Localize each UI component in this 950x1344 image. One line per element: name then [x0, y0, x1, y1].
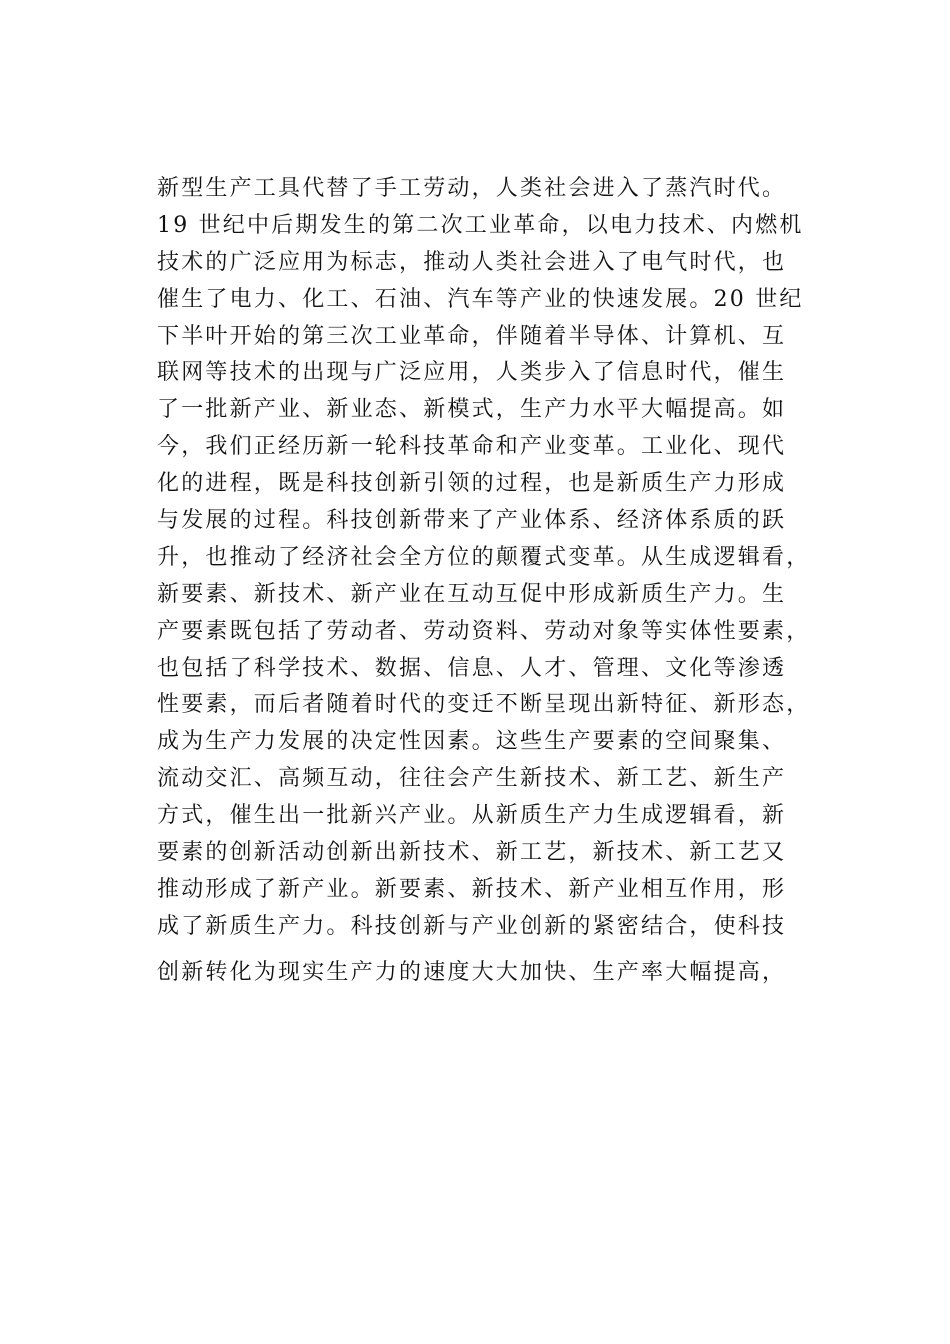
text-line: 与发展的过程。科技创新带来了产业体系、经济体系质的跃 — [157, 508, 787, 534]
text-line: 19 世纪中后期发生的第二次工业革命，以电力技术、内燃机 — [157, 212, 804, 238]
text-line: 成为生产力发展的决定性因素。这些生产要素的空间聚集、 — [157, 729, 787, 755]
text-line: 下半叶开始的第三次工业革命，伴随着半导体、计算机、互 — [157, 323, 787, 349]
text-line: 创新转化为现实生产力的速度大大加快、生产率大幅提高， — [157, 959, 787, 985]
text-line: 新型生产工具代替了手工劳动，人类社会进入了蒸汽时代。 — [157, 176, 787, 201]
text-line: 推动形成了新产业。新要素、新技术、新产业相互作用，形 — [157, 876, 787, 902]
text-line: 要素的创新活动创新出新技术、新工艺，新技术、新工艺又 — [157, 840, 787, 866]
text-line: 催生了电力、化工、石油、汽车等产业的快速发展。20 世纪 — [157, 286, 804, 312]
text-line: 技术的广泛应用为标志，推动人类社会进入了电气时代，也 — [157, 249, 787, 275]
text-line: 联网等技术的出现与广泛应用，人类步入了信息时代，催生 — [157, 360, 787, 386]
text-line: 化的进程，既是科技创新引领的过程，也是新质生产力形成 — [157, 471, 787, 497]
text-line: 了一批新产业、新业态、新模式，生产力水平大幅提高。如 — [157, 397, 787, 423]
text-line: 性要素，而后者随着时代的变迁不断呈现出新特征、新形态， — [157, 692, 811, 718]
text-line: 流动交汇、高频互动，往往会产生新技术、新工艺、新生产 — [157, 766, 787, 792]
text-line: 成了新质生产力。科技创新与产业创新的紧密结合，使科技 — [157, 913, 787, 939]
body-text — [157, 171, 837, 992]
text-line: 方式，催生出一批新兴产业。从新质生产力生成逻辑看，新 — [157, 803, 787, 829]
text-line: 也包括了科学技术、数据、信息、人才、管理、文化等渗透 — [157, 655, 787, 681]
text-line: 产要素既包括了劳动者、劳动资料、劳动对象等实体性要素， — [157, 618, 811, 644]
text-line: 升，也推动了经济社会全方位的颠覆式变革。从生成逻辑看， — [157, 544, 811, 570]
text-line: 今，我们正经历新一轮科技革命和产业变革。工业化、现代 — [157, 434, 787, 460]
text-line: 新要素、新技术、新产业在互动互促中形成新质生产力。生 — [157, 581, 787, 607]
